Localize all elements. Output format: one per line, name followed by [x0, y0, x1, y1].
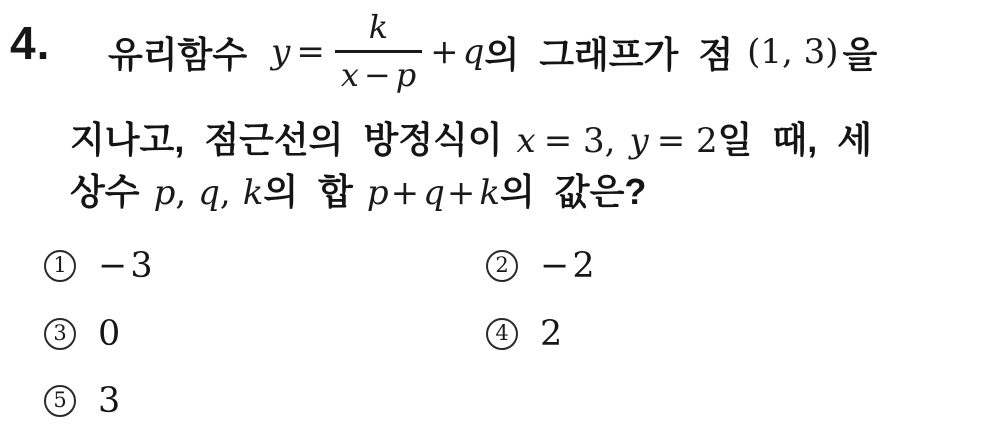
math-sum-k: k: [479, 173, 501, 213]
choice-4: [486, 314, 565, 354]
math-plus-sign: +: [390, 173, 420, 213]
fraction-denominator: [335, 53, 422, 93]
question-number: 4.: [10, 17, 51, 69]
math-variable-q: q: [462, 32, 485, 72]
math-minus-sign: −: [363, 56, 391, 94]
choice-5-digit: 5: [53, 387, 67, 412]
choice-2-digit: 2: [495, 252, 509, 277]
korean-text-when-three: 일 때, 세: [717, 119, 872, 160]
math-fraction: [335, 8, 422, 94]
math-variable-k: k: [242, 173, 264, 213]
choice-2-value: −2: [540, 246, 598, 286]
choice-4-digit: 4: [495, 320, 509, 345]
choice-4-circled-number: [486, 318, 518, 350]
korean-text-sum: 의 합: [263, 171, 353, 212]
korean-text-object-particle: 을: [842, 33, 878, 75]
math-sum-q: q: [423, 173, 445, 213]
math-variable-p: p: [153, 173, 176, 213]
math-point-coordinates: (1, 3): [747, 32, 839, 72]
math-plus-sign: +: [430, 32, 459, 72]
korean-text-value-question: 의 값은?: [500, 171, 647, 212]
math-variable-y: y: [271, 32, 291, 72]
math-comma: ,: [175, 173, 187, 213]
math-x-equals-3: = 3,: [543, 121, 616, 161]
choice-5-circled-number: [44, 385, 76, 417]
choice-3: [44, 314, 123, 354]
choice-1: [44, 246, 156, 286]
question-line-2: [70, 112, 872, 160]
choice-5-value: 3: [98, 381, 124, 421]
math-variable-q: q: [198, 173, 220, 213]
math-sum-p: p: [366, 173, 389, 213]
math-variable-p: p: [395, 56, 417, 94]
math-variable-y: y: [629, 121, 649, 161]
choice-4-value: 2: [540, 314, 566, 354]
korean-text-asymptote-equation: 지나고, 점근선의 방정식이: [70, 119, 503, 160]
choice-2: [486, 246, 598, 286]
math-y-equals-2: = 2: [656, 121, 718, 161]
choice-1-digit: 1: [53, 252, 67, 277]
math-variable-x: x: [516, 121, 536, 161]
choice-3-circled-number: [44, 318, 76, 350]
choice-1-value: −3: [98, 246, 156, 286]
math-plus-sign: +: [446, 173, 476, 213]
choice-2-circled-number: [486, 250, 518, 282]
question-line-1: [108, 0, 877, 104]
fraction-numerator: k: [368, 8, 389, 47]
math-variable-x: x: [340, 56, 359, 94]
korean-text-rational-function: 유리함수: [108, 33, 248, 75]
korean-text-constants: 상수: [70, 171, 140, 212]
question-line-3: [70, 164, 646, 212]
choice-3-value: 0: [98, 314, 124, 354]
math-equals-sign: =: [296, 32, 325, 72]
math-comma: ,: [219, 173, 231, 213]
choice-1-circled-number: [44, 250, 76, 282]
choice-5: [44, 381, 123, 421]
choice-3-digit: 3: [53, 320, 67, 345]
korean-text-graph-point: 의 그래프가 점: [484, 33, 734, 75]
